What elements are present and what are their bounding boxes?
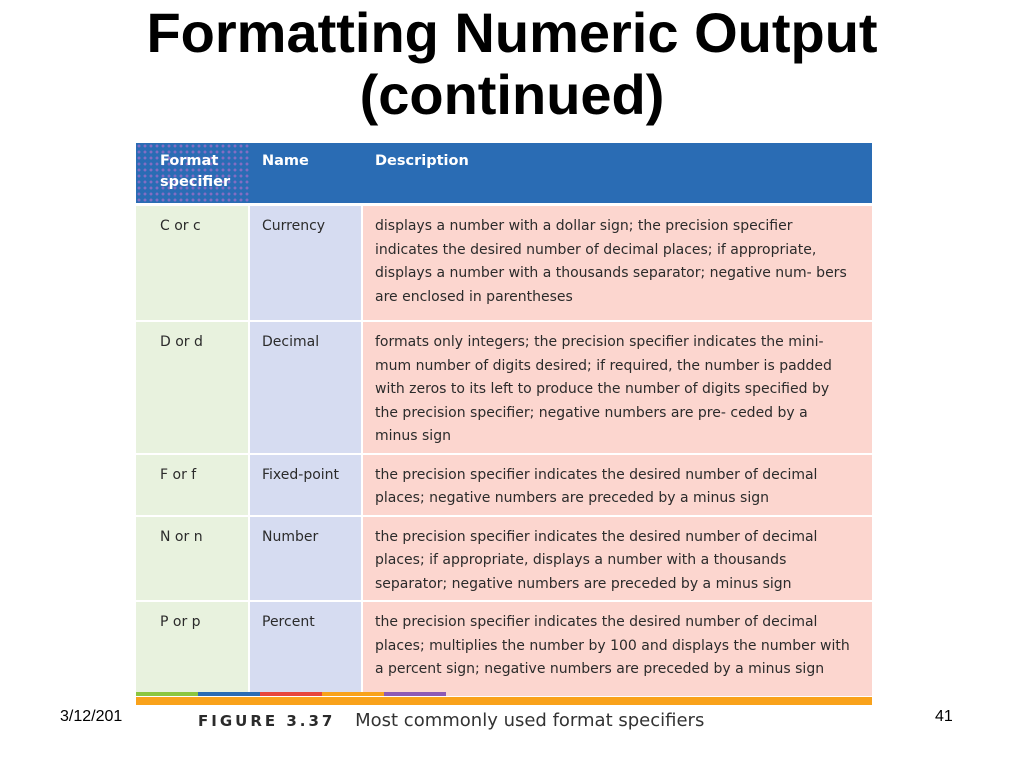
figure-rule <box>136 697 872 705</box>
cell-name: Decimal <box>250 322 363 455</box>
table-row <box>136 602 872 698</box>
stripe-green <box>136 692 198 696</box>
slide-title <box>0 0 1024 126</box>
cell-name: Number <box>250 517 363 603</box>
slide-page-number: 41 <box>935 708 953 725</box>
stripe-orange <box>322 692 384 696</box>
cell-description: the precision specifier indicates the desired number of decimal places; negative numbers are preceded by a minus sign <box>363 455 872 517</box>
stripe-purple <box>384 692 446 696</box>
table-row <box>136 322 872 455</box>
table-header-row <box>136 143 872 206</box>
slide-title-line1: Formatting Numeric Output <box>146 1 878 64</box>
header-name: Name <box>250 143 363 206</box>
figure-caption <box>198 710 704 731</box>
cell-description: the precision specifier indicates the desired number of decimal places; if appropriate, displays a number with a thousands separator; negative numbers are preceded by a minus sign <box>363 517 872 603</box>
format-specifier-table <box>136 143 872 698</box>
figure-label: FIGURE 3.37 <box>198 712 336 730</box>
figure-caption-text: Most commonly used format specifiers <box>355 710 705 731</box>
table-row <box>136 517 872 603</box>
cell-specifier: N or n <box>136 517 250 603</box>
cell-name: Currency <box>250 206 363 322</box>
header-format-specifier: Format specifier <box>136 143 250 206</box>
slide-title-line2: (continued) <box>359 63 665 126</box>
table-row <box>136 455 872 517</box>
cell-specifier: C or c <box>136 206 250 322</box>
cell-name: Fixed-point <box>250 455 363 517</box>
cell-specifier: F or f <box>136 455 250 517</box>
header-description: Description <box>363 143 872 206</box>
cell-description: the precision specifier indicates the desired number of decimal places; multiplies the number by 100 and displays the number with a percent sign; negative numbers are preceded by a minus sign <box>363 602 872 698</box>
figure-table-container <box>136 143 872 698</box>
cell-description: formats only integers; the precision specifier indicates the mini- mum number of digits desired; if required, the number is padded with zeros to its left to produce the number of digits specified by the precision specifier; negative numbers are pre- ceded by a minus sign <box>363 322 872 455</box>
cell-specifier: P or p <box>136 602 250 698</box>
stripe-red <box>260 692 322 696</box>
cell-name: Percent <box>250 602 363 698</box>
stripe-blue <box>198 692 260 696</box>
figure-decoration-bar <box>136 692 872 706</box>
table-row <box>136 206 872 322</box>
cell-description: displays a number with a dollar sign; the precision specifier indicates the desired number of decimal places; if appropriate, displays a number with a thousands separator; negative num- bers are enclosed in parentheses <box>363 206 872 322</box>
slide-date: 3/12/201 <box>60 708 123 725</box>
cell-specifier: D or d <box>136 322 250 455</box>
